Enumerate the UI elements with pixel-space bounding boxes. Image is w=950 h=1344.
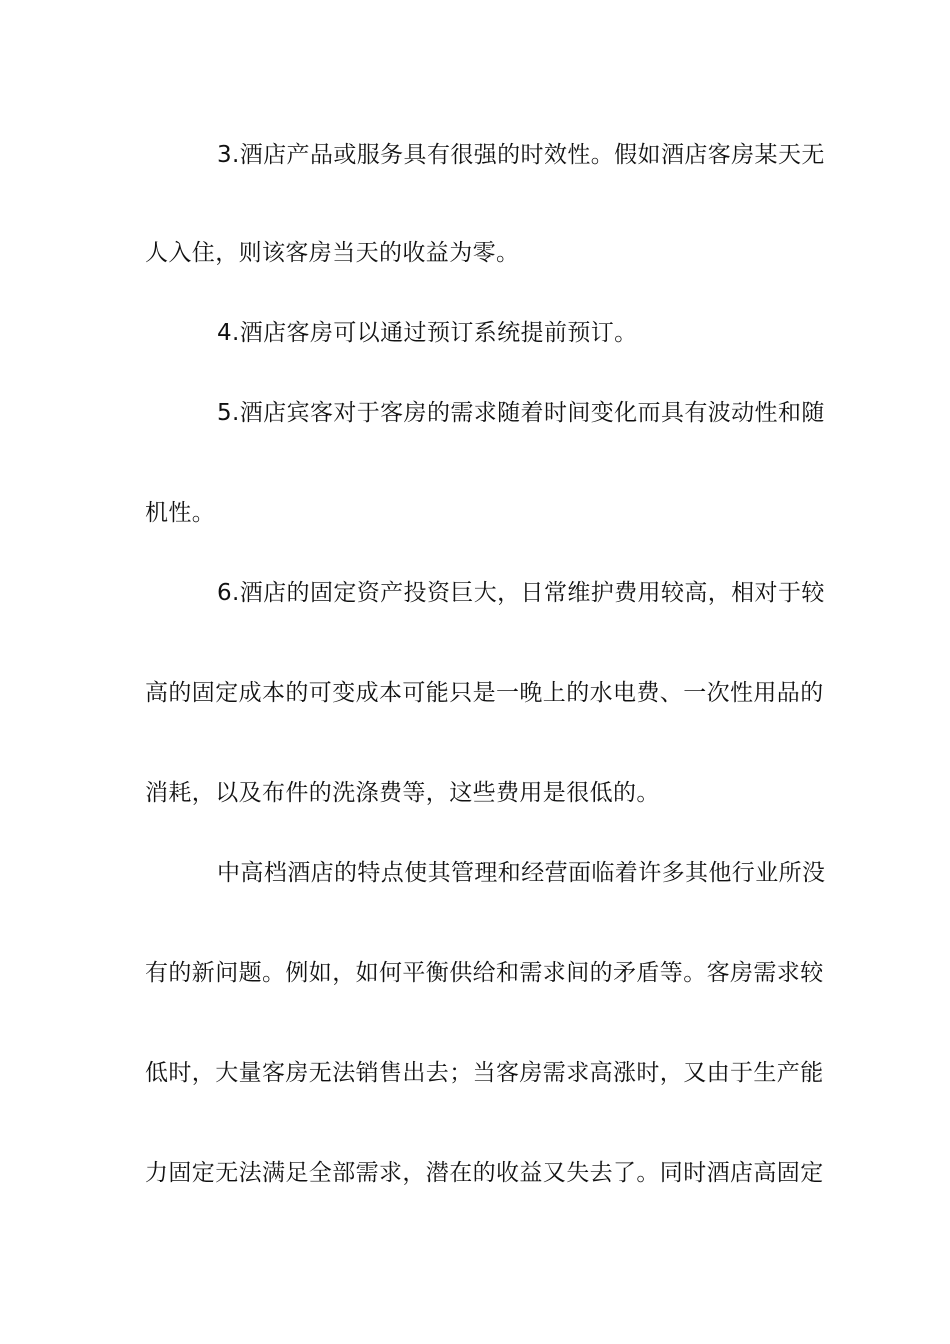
paragraph-7-line-4: 力固定无法满足全部需求，潜在的收益又失去了。同时酒店高固定 [145,1160,824,1186]
paragraph-3-line-2: 人入住，则该客房当天的收益为零。 [145,240,520,266]
paragraph-6-line-2: 高的固定成本的可变成本可能只是一晚上的水电费、一次性用品的 [145,680,824,706]
paragraph-7-line-3: 低时，大量客房无法销售出去；当客房需求高涨时，又由于生产能 [145,1060,824,1086]
paragraph-6-line-1: 6.酒店的固定资产投资巨大，日常维护费用较高，相对于较 [217,580,825,606]
paragraph-3-line-1: 3.酒店产品或服务具有很强的时效性。假如酒店客房某天无 [217,142,825,168]
paragraph-4-line-1: 4.酒店客房可以通过预订系统提前预订。 [217,320,638,346]
paragraph-7-line-1: 中高档酒店的特点使其管理和经营面临着许多其他行业所没 [217,860,826,886]
paragraph-5-line-2: 机性。 [145,500,216,526]
paragraph-7-line-2: 有的新问题。例如，如何平衡供给和需求间的矛盾等。客房需求较 [145,960,824,986]
paragraph-5-line-1: 5.酒店宾客对于客房的需求随着时间变化而具有波动性和随 [217,400,825,426]
paragraph-6-line-3: 消耗，以及布件的洗涤费等，这些费用是很低的。 [145,780,660,806]
